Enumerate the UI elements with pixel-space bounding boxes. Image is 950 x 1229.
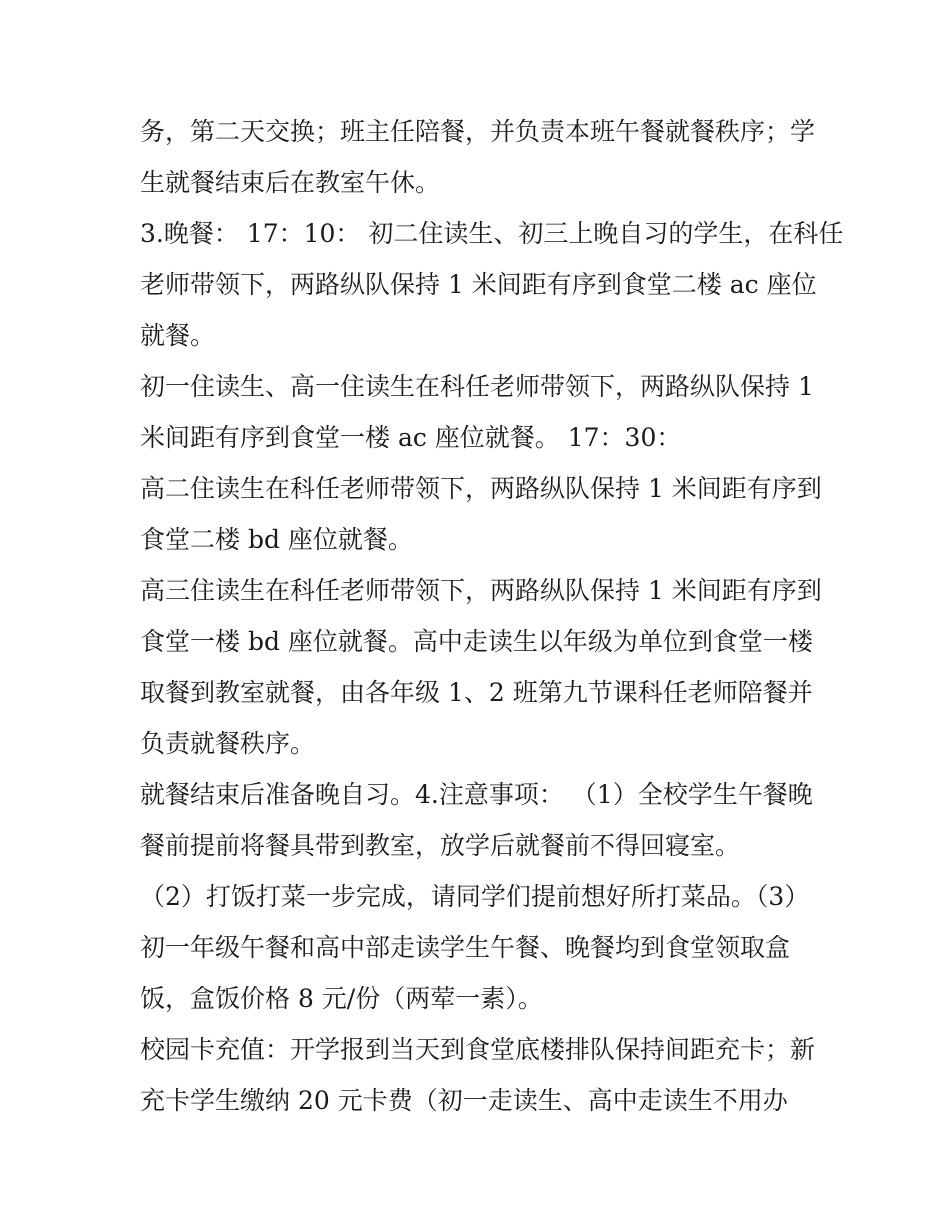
text-line: 就餐结束后准备晚自习。4.注意事项： （1）全校学生午餐晚 — [140, 780, 813, 809]
text-line: 食堂二楼 bd 座位就餐。 — [140, 525, 413, 554]
text-line: 取餐到教室就餐，由各年级 1、2 班第九节课科任老师陪餐并 — [140, 678, 813, 707]
text-line: 负责就餐秩序。 — [140, 729, 316, 758]
text-line: 高三住读生在科任老师带领下，两路纵队保持 1 米间距有序到 — [140, 576, 822, 605]
text-line: 餐前提前将餐具带到教室，放学后就餐前不得回寝室。 — [140, 831, 741, 860]
text-line: 务，第二天交换；班主任陪餐，并负责本班午餐就餐秩序；学 — [140, 117, 816, 146]
text-line: 3.晚餐： 17：10： 初二住读生、初三上晚自习的学生，在科任 — [140, 219, 844, 248]
document-body — [140, 106, 844, 1126]
text-line: 充卡学生缴纳 20 元卡费（初一走读生、高中走读生不用办 — [140, 1086, 788, 1115]
text-line: 生就餐结束后在教室午休。 — [140, 168, 441, 197]
text-line: 初一住读生、高一住读生在科任老师带领下，两路纵队保持 1 — [140, 372, 814, 401]
text-line: 就餐。 — [140, 321, 216, 350]
text-line: 饭，盒饭价格 8 元/份（两荤一素）。 — [140, 984, 543, 1013]
text-line: 校园卡充值：开学报到当天到食堂底楼排队保持间距充卡；新 — [140, 1035, 816, 1064]
text-line: （2）打饭打菜一步完成，请同学们提前想好所打菜品。（3） — [140, 882, 810, 911]
text-line: 米间距有序到食堂一楼 ac 座位就餐。 17：30： — [140, 423, 682, 452]
text-line: 初一年级午餐和高中部走读学生午餐、晚餐均到食堂领取盒 — [140, 933, 791, 962]
text-line: 食堂一楼 bd 座位就餐。高中走读生以年级为单位到食堂一楼 — [140, 627, 813, 656]
text-line: 高二住读生在科任老师带领下，两路纵队保持 1 米间距有序到 — [140, 474, 822, 503]
text-line: 老师带领下，两路纵队保持 1 米间距有序到食堂二楼 ac 座位 — [140, 270, 817, 299]
